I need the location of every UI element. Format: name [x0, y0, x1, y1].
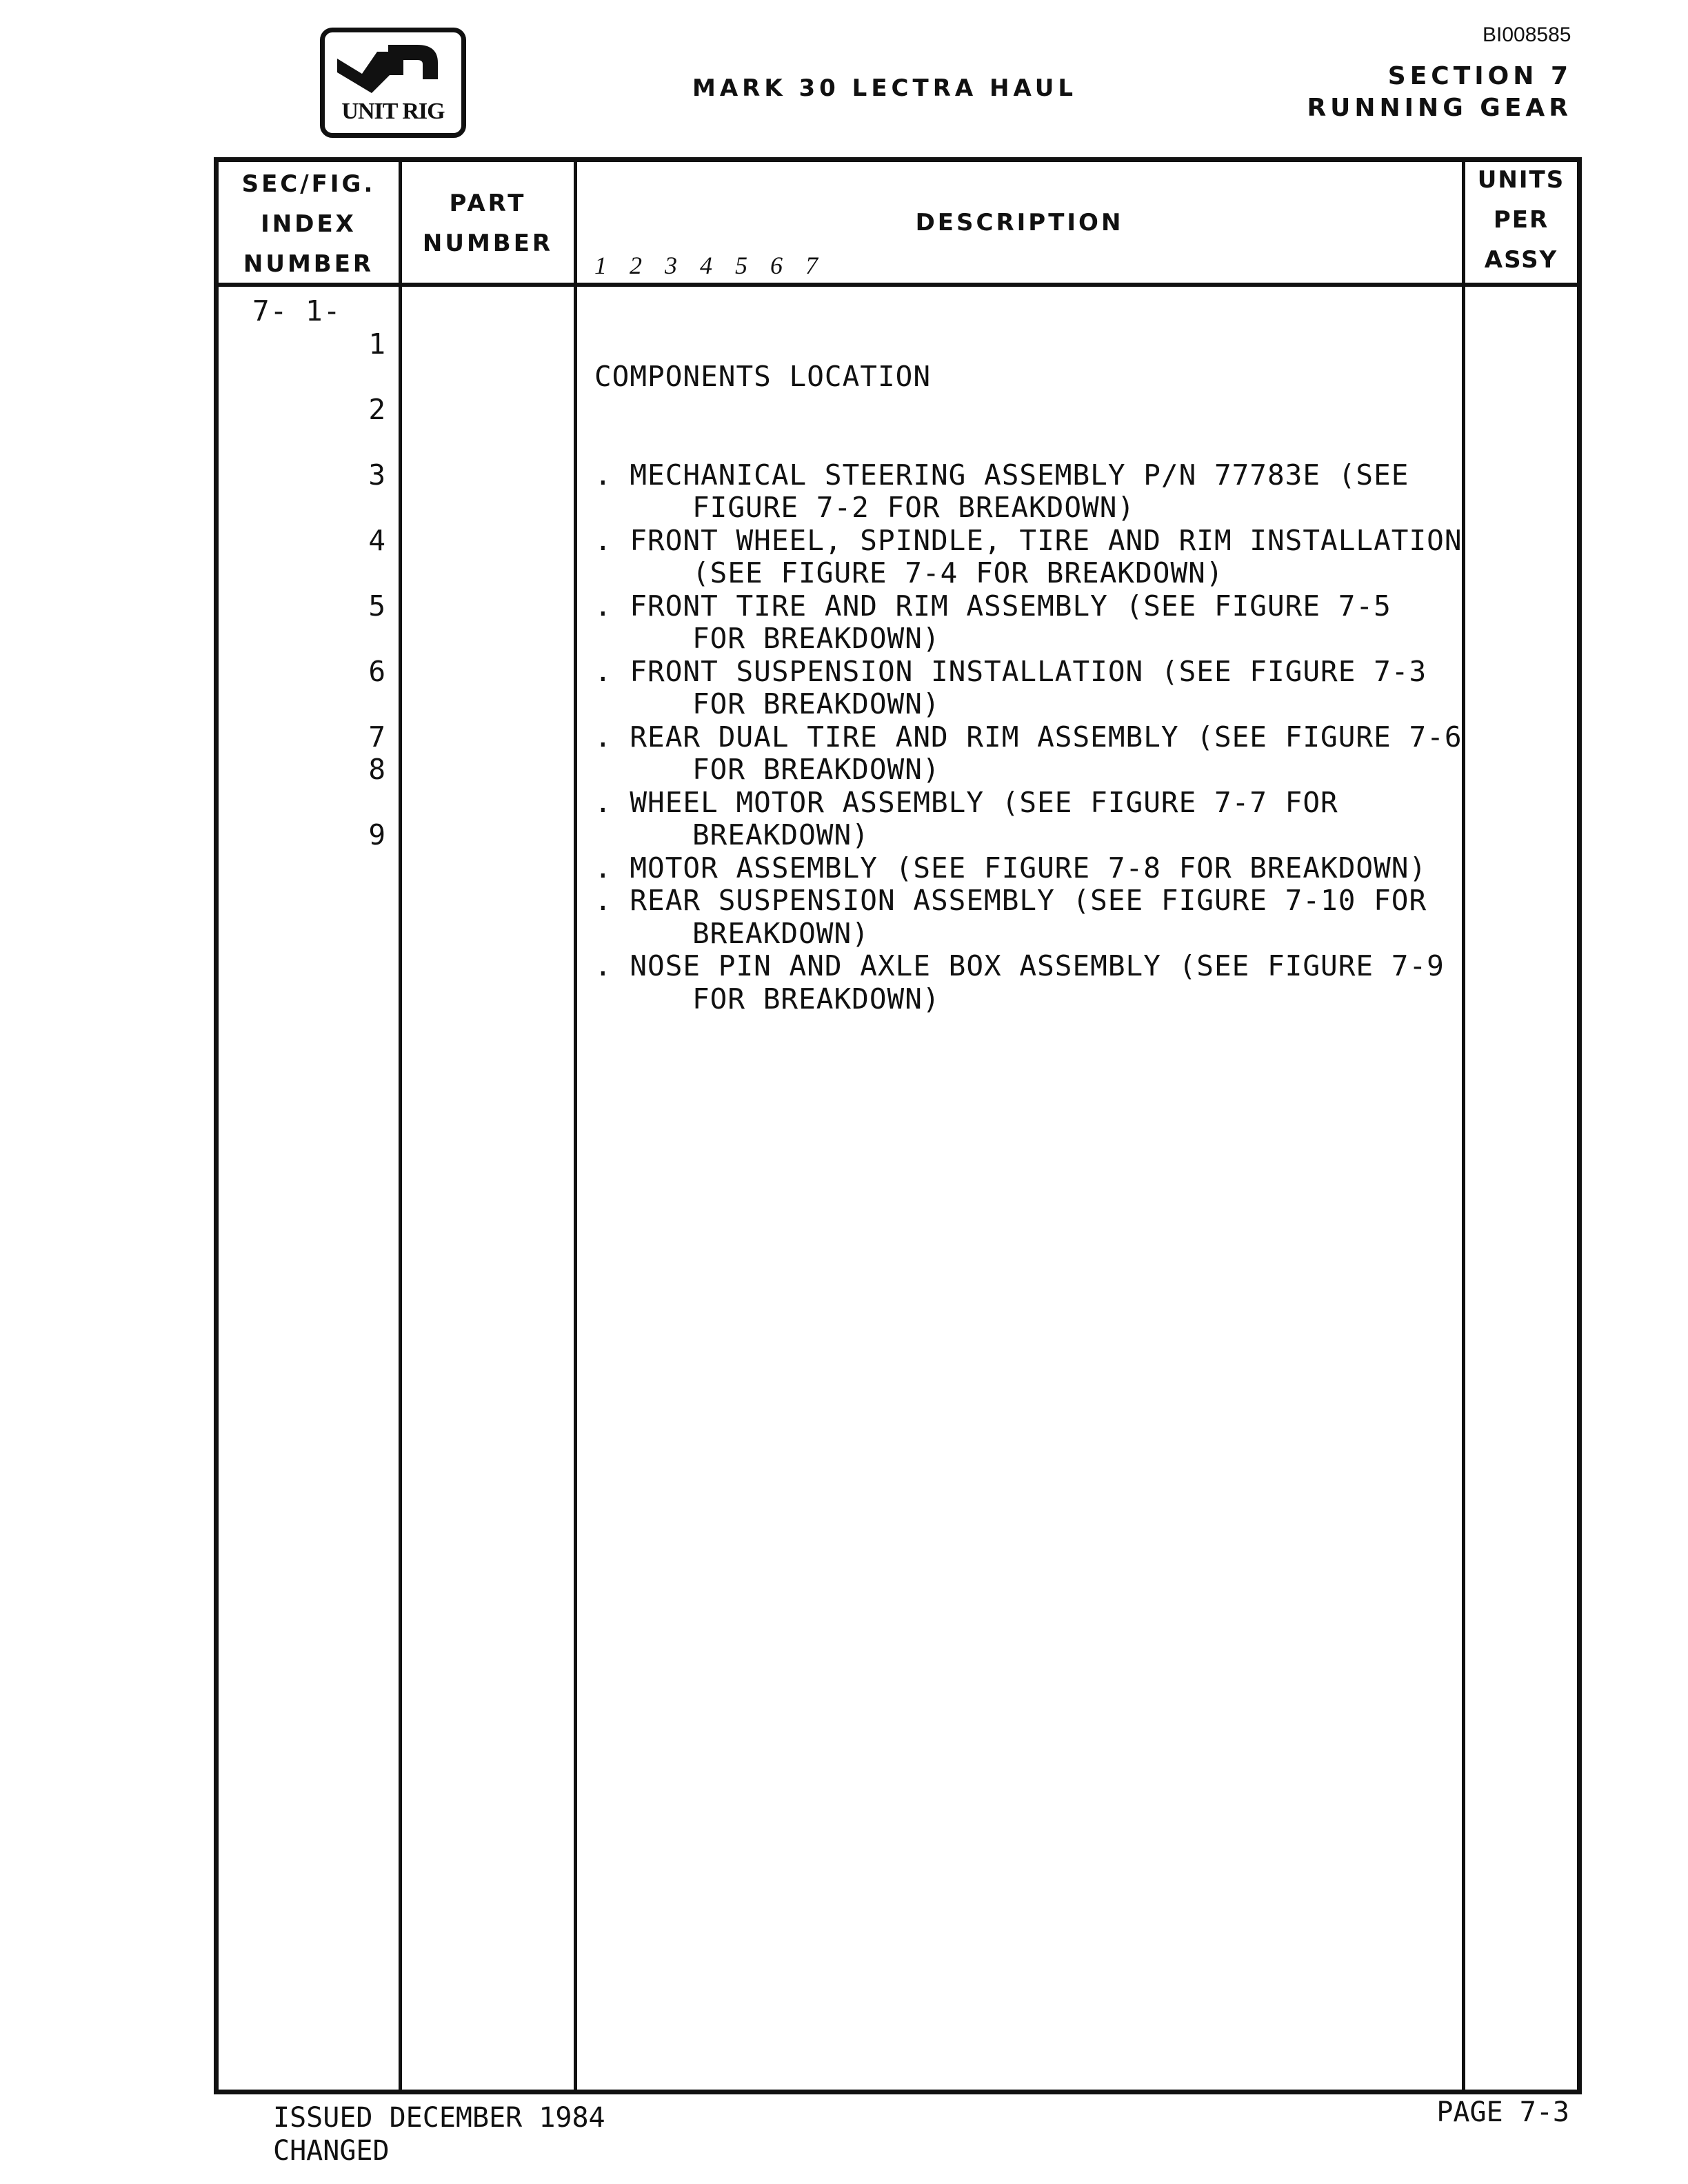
list-item: . MOTOR ASSEMBLY (SEE FIGURE 7-8 FOR BREAKDOWN)	[594, 851, 1427, 884]
header-text: NUMBER	[243, 250, 374, 278]
item-index: 9	[368, 818, 386, 851]
page-number: PAGE 7-3	[1436, 2096, 1569, 2128]
list-item: . FRONT SUSPENSION INSTALLATION (SEE FIGURE 7-3	[594, 654, 1427, 688]
item-index: 1	[368, 327, 386, 361]
document-id: BI008585	[1483, 23, 1571, 46]
item-index: 4	[368, 523, 386, 557]
list-heading: COMPONENTS LOCATION	[594, 360, 931, 393]
index-column-header	[219, 164, 399, 284]
index-spacer	[214, 361, 386, 394]
index-spacer	[214, 295, 386, 328]
index-spacer	[214, 852, 386, 885]
description-column	[594, 295, 1463, 1049]
list-item-continuation: FOR BREAKDOWN)	[692, 753, 941, 786]
list-item-continuation: FOR BREAKDOWN)	[692, 982, 941, 1015]
column-divider	[574, 157, 577, 2094]
list-item: . NOSE PIN AND AXLE BOX ASSEMBLY (SEE FIGURE 7-9	[594, 949, 1445, 982]
list-item: . REAR DUAL TIRE AND RIM ASSEMBLY (SEE FIGURE 7-6	[594, 720, 1463, 754]
item-index: 3	[368, 458, 386, 492]
item-index: 7	[368, 720, 386, 754]
header-text: ASSY	[1484, 246, 1558, 274]
list-item-continuation: FIGURE 7-2 FOR BREAKDOWN)	[692, 491, 1136, 524]
list-item-continuation: (SEE FIGURE 7-4 FOR BREAKDOWN)	[692, 556, 1224, 589]
item-list	[594, 459, 1463, 1016]
list-item-continuation: FOR BREAKDOWN)	[692, 687, 941, 720]
part-number-column-header	[402, 183, 574, 263]
index-spacer	[214, 557, 386, 590]
header-divider	[214, 283, 1582, 287]
section-name: RUNNING GEAR	[1307, 94, 1572, 122]
header-text: PER	[1493, 206, 1549, 234]
index-spacer	[214, 492, 386, 525]
logo-text: UNIT RIG	[341, 99, 445, 124]
indent-levels: 1 2 3 4 5 6 7	[594, 252, 826, 279]
header-text: INDEX	[261, 210, 356, 238]
index-spacer	[214, 623, 386, 656]
document-title: MARK 30 LECTRA HAUL	[692, 74, 1078, 102]
column-divider	[399, 157, 402, 2094]
unit-rig-logo	[320, 28, 466, 138]
header-text: SEC/FIG.	[241, 170, 376, 198]
index-spacer	[214, 688, 386, 721]
sec-fig-label: 7- 1-	[252, 294, 341, 327]
list-item-continuation: BREAKDOWN)	[692, 818, 870, 851]
index-spacer	[214, 426, 386, 459]
section-heading	[1307, 61, 1572, 124]
list-item: . REAR SUSPENSION ASSEMBLY (SEE FIGURE 7-10 FOR	[594, 884, 1427, 917]
index-spacer	[214, 787, 386, 820]
units-column-header	[1465, 160, 1577, 280]
list-item: . MECHANICAL STEERING ASSEMBLY P/N 77783E (SEE	[594, 458, 1409, 492]
list-item: . FRONT TIRE AND RIM ASSEMBLY (SEE FIGURE 7-5	[594, 589, 1391, 623]
item-index: 2	[368, 392, 386, 426]
item-index: 5	[368, 589, 386, 623]
section-number: SECTION 7	[1387, 62, 1572, 90]
changed-label: CHANGED	[273, 2135, 390, 2167]
header-text: PART	[449, 190, 527, 217]
issued-date: ISSUED DECEMBER 1984	[273, 2102, 605, 2134]
list-item: . WHEEL MOTOR ASSEMBLY (SEE FIGURE 7-7 FOR	[594, 785, 1338, 819]
list-item: . FRONT WHEEL, SPINDLE, TIRE AND RIM INSTALLATION	[594, 523, 1463, 557]
item-index: 6	[368, 654, 386, 688]
index-column	[214, 295, 386, 884]
column-divider	[1462, 157, 1465, 2094]
list-item-continuation: FOR BREAKDOWN)	[692, 622, 941, 655]
header-text: UNITS	[1477, 166, 1565, 194]
list-item-continuation: BREAKDOWN)	[692, 916, 870, 950]
footer-dates	[273, 2101, 605, 2167]
item-index: 8	[368, 753, 386, 786]
description-column-header: DESCRIPTION	[915, 209, 1124, 236]
header-text: NUMBER	[422, 230, 554, 257]
logo-mark-icon	[334, 39, 452, 101]
